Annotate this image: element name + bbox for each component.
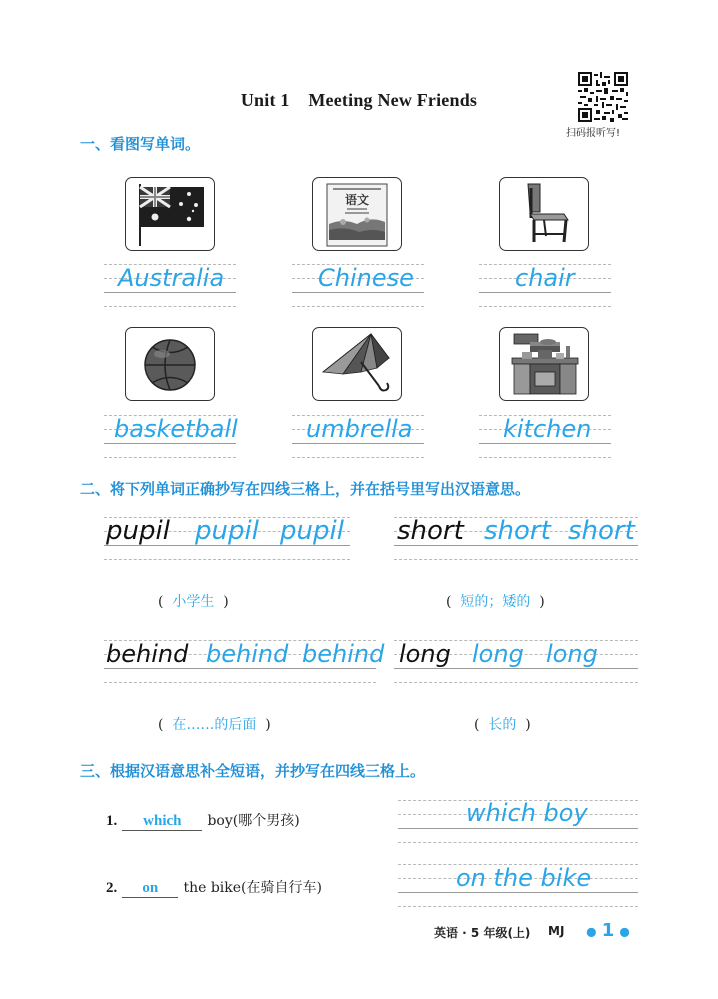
copied-word: short — [568, 516, 635, 546]
paren-open: ( — [474, 717, 480, 733]
meaning-answer: 在……的后面 — [172, 717, 257, 733]
phrase-question-2 — [106, 877, 322, 898]
page-number-value: 1 — [601, 920, 615, 941]
model-word: short — [397, 516, 464, 546]
answer-text: Chinese — [318, 264, 414, 292]
page-number — [583, 920, 633, 941]
kitchen-icon — [499, 327, 589, 401]
umbrella-icon — [312, 327, 402, 401]
chinese-book-icon — [312, 177, 402, 251]
svg-text:语文: 语文 — [344, 193, 370, 207]
edition-label: MJ — [548, 924, 565, 938]
copied-word: short — [484, 516, 551, 546]
meaning-answer: 短的；矮的 — [460, 594, 531, 610]
answer-text: kitchen — [503, 415, 592, 443]
model-word: long — [399, 640, 451, 668]
copied-word: long — [472, 640, 524, 668]
copied-phrase: on the bike — [456, 864, 592, 892]
fill-blank: which — [122, 813, 202, 831]
page-title: Unit 1 Meeting New Friends — [240, 90, 478, 110]
paren-close: ) — [265, 717, 271, 733]
paren-open: ( — [158, 594, 164, 610]
question-number: 2. — [106, 880, 118, 896]
copied-word: pupil — [195, 516, 259, 546]
meaning-answer: 小学生 — [172, 594, 215, 610]
meaning-paren — [446, 591, 545, 611]
phrase-question-1 — [106, 810, 300, 831]
copied-word: pupil — [280, 516, 344, 546]
copied-word: behind — [206, 640, 289, 668]
basketball-icon — [125, 327, 215, 401]
copied-word: behind — [302, 640, 385, 668]
model-word: behind — [106, 640, 189, 668]
question-text: the bike(在骑自行车) — [183, 880, 322, 896]
bullet-icon: ● — [586, 924, 597, 939]
qr-code-icon[interactable] — [578, 72, 628, 122]
paren-close: ) — [539, 594, 545, 610]
australia-flag-icon — [125, 177, 215, 251]
chair-icon — [499, 177, 589, 251]
paren-close: ) — [525, 717, 531, 733]
answer-text: chair — [515, 264, 575, 292]
meaning-paren — [474, 714, 531, 734]
paren-open: ( — [158, 717, 164, 733]
qr-caption: 扫码报听写! — [566, 128, 621, 139]
bullet-icon: ● — [619, 924, 630, 939]
question-number: 1. — [106, 813, 118, 829]
meaning-paren — [158, 591, 229, 611]
paren-close: ) — [223, 594, 229, 610]
section-3-heading: 三、根据汉语意思补全短语，并抄写在四线三格上。 — [80, 762, 426, 780]
fill-blank: on — [122, 880, 178, 898]
answer-text: basketball — [114, 415, 238, 443]
model-word: pupil — [106, 516, 170, 546]
meaning-answer: 长的 — [488, 717, 517, 733]
answer-text: Australia — [118, 264, 225, 292]
copied-word: long — [546, 640, 598, 668]
question-text: boy(哪个男孩) — [207, 813, 300, 829]
copied-phrase: which boy — [466, 799, 588, 827]
paren-open: ( — [446, 594, 452, 610]
answer-text: umbrella — [306, 415, 413, 443]
book-label: 英语 · 5 年级(上) — [434, 926, 531, 940]
meaning-paren — [158, 714, 271, 734]
section-1-heading: 一、看图写单词。 — [80, 135, 201, 153]
section-2-heading: 二、将下列单词正确抄写在四线三格上，并在括号里写出汉语意思。 — [80, 480, 531, 498]
